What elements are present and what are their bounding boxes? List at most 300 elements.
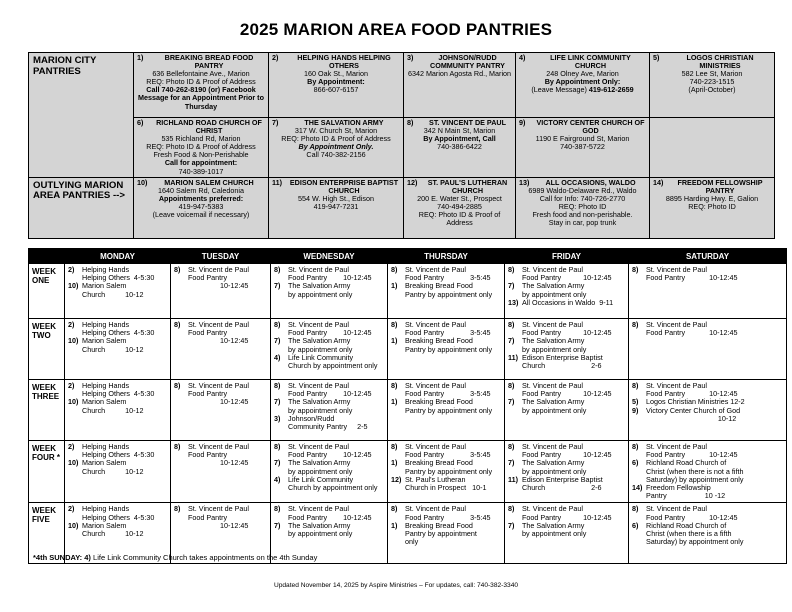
pantry-detail: By Appointment Only. [298, 142, 374, 152]
entry-number: 8) [391, 442, 398, 451]
entry-number: 10) [68, 458, 79, 468]
pantry-detail: 200 E. Water St., Prospect [417, 193, 502, 203]
pantry-name: ALL OCCASIONS, WALDO [545, 177, 636, 187]
entry-number: 8) [632, 320, 639, 329]
pantry-header [653, 54, 771, 70]
entry-number: 8) [508, 381, 515, 390]
pantry-detail: 535 Richland Rd, Marion [161, 134, 241, 144]
pantry-detail: 582 Lee St, Marion [681, 69, 743, 79]
pantry-number: 14) [653, 177, 664, 187]
pantry-phone: 419-612-2659 [588, 85, 634, 95]
entry-text: St. Vincent de Paul Food Pantry 10-12:45 [522, 381, 612, 399]
pantry-name: EDISON ENTERPRISE BAPTIST CHURCH [289, 177, 399, 195]
schedule-entry [508, 299, 626, 307]
entry-number: 6) [632, 520, 639, 530]
entry-number: 6) [632, 458, 639, 468]
entry-text: St. Vincent de Paul Food Pantry 3-5:45 [405, 381, 491, 399]
entry-text: St. Vincent de Paul Food Pantry 10-12:45 [646, 504, 738, 522]
pantry-header [272, 179, 400, 195]
entry-number: 8) [174, 381, 181, 390]
pantry-number: 9) [519, 118, 526, 127]
entry-text: The Salvation Army by appointment only [288, 336, 353, 354]
pantry-name: FREEDOM FELLOWSHIP PANTRY [677, 177, 763, 195]
pantry-name: RICHLAND ROAD CHURCH OF CHRIST [156, 118, 262, 136]
week-label: WEEK THREE [29, 380, 65, 441]
weekly-schedule [28, 248, 787, 564]
pantry-detail: 1640 Salem Rd, Caledonia [158, 185, 244, 195]
entry-text: The Salvation Army by appointment only [522, 397, 587, 415]
schedule-entry [508, 354, 626, 370]
entry-number: 11) [508, 474, 518, 484]
schedule-entry [508, 398, 626, 414]
pantry-name: BREAKING BREAD FOOD PANTRY [164, 53, 254, 71]
schedule-entry [632, 382, 784, 398]
schedule-entry [68, 459, 168, 475]
schedule-entry [391, 321, 502, 337]
entry-number: 8) [274, 442, 281, 451]
schedule-entry [68, 398, 168, 414]
pantry-name: ST. PAUL'S LUTHERAN CHURCH [427, 177, 508, 195]
pantry-cell [134, 177, 269, 238]
schedule-entry [68, 282, 168, 298]
entry-number: 8) [632, 265, 639, 274]
pantry-cell [269, 118, 404, 178]
entry-number: 8) [274, 504, 281, 514]
pantry-detail: Call for Info: 740-726-2770 [539, 193, 626, 203]
day-cell [629, 503, 787, 564]
pantry-detail: 317 W. Church St, Marion [294, 126, 378, 136]
pantry-name: LOGOS CHRISTIAN MINISTRIES [686, 53, 754, 71]
schedule-entry [391, 505, 502, 521]
schedule-entry [68, 522, 168, 538]
pantry-header [272, 54, 400, 70]
pantry-detail: 419-947-5383 [178, 201, 224, 211]
entry-text: St. Vincent de Paul Food Pantry 10-12:45 [522, 504, 612, 522]
schedule-entry [68, 505, 168, 521]
pantry-number: 1) [137, 53, 144, 62]
pantry-header [519, 54, 646, 70]
pantry-detail: 554 W. High St., Edison [298, 193, 374, 203]
pantry-cell [650, 53, 775, 118]
entry-number: 7) [274, 520, 281, 530]
day-header: WEDNESDAY [271, 249, 388, 264]
pantry-header [407, 179, 512, 195]
schedule-entry [632, 321, 784, 337]
schedule-entry [274, 321, 385, 337]
schedule-entry [274, 415, 385, 431]
pantry-detail: By Appointment: [307, 77, 365, 87]
schedule-entry [391, 382, 502, 398]
day-cell [629, 319, 787, 380]
day-cell [171, 264, 271, 319]
day-cell [505, 319, 629, 380]
pantry-detail: 1190 E Fairground St, Marion [535, 134, 630, 144]
entry-number: 1) [391, 520, 398, 530]
pantry-name: ST. VINCENT DE PAUL [429, 118, 506, 127]
schedule-entry [508, 476, 626, 492]
pantry-detail: (Leave voicemail if necessary) [152, 210, 250, 220]
schedule-entry [174, 505, 268, 530]
day-cell [271, 319, 388, 380]
pantry-detail: 740-223-1515 [689, 77, 735, 87]
entry-text: The Salvation Army by appointment only [522, 281, 587, 299]
entry-number: 11) [508, 352, 518, 362]
pantry-detail: Call for appointment: [164, 158, 238, 168]
entry-text: Richland Road Church of Christ (when there is a fifth Saturday) by appointment only [646, 520, 744, 547]
entry-text: Johnson/Rudd Community Pantry 2-5 [288, 413, 368, 432]
pantry-detail: Call 740-382-2156 [306, 150, 366, 160]
entry-number: 8) [391, 504, 398, 514]
entry-number: 9) [632, 405, 639, 415]
schedule-entry [174, 443, 268, 468]
pantry-cell [269, 177, 404, 238]
pantry-detail: Stay in car, pop trunk [548, 218, 617, 228]
entry-text: The Salvation Army by appointment only [522, 520, 587, 539]
pantry-number: 2) [272, 53, 279, 62]
pantry-detail: (April-October) [688, 85, 736, 95]
entry-number: 10) [68, 397, 79, 407]
schedule-entry [274, 443, 385, 459]
pantry-detail: REQ: Photo ID & Proof of Address [418, 210, 501, 228]
entry-number: 7) [508, 397, 515, 407]
pantry-header [519, 119, 646, 135]
entry-text: St. Vincent de Paul Food Pantry 10-12:45 [646, 265, 738, 283]
entry-text: Helping Hands Helping Others 4-5:30 [82, 320, 155, 338]
schedule-entry [391, 282, 502, 298]
schedule-entry [174, 382, 268, 407]
entry-text: Victory Center Church of God 10-12 [646, 405, 741, 423]
entry-text: Richland Road Church of Christ (when there is not a fifth Saturday) by appointment only [646, 458, 744, 484]
pantry-cell [404, 177, 516, 238]
schedule-entry [391, 266, 502, 282]
entry-text: St. Vincent de Paul Food Pantry 3-5:45 [405, 504, 491, 522]
entry-text: The Salvation Army by appointment only [522, 336, 587, 354]
entry-text: St. Vincent de Paul Food Pantry 10-12:45 [188, 504, 250, 530]
entry-text: St. Vincent de Paul Food Pantry 3-5:45 [405, 265, 491, 283]
day-cell [171, 319, 271, 380]
schedule-entry [632, 522, 784, 547]
entry-text: St. Vincent de Paul Food Pantry 3-5:45 [405, 320, 491, 338]
pantry-name: HELPING HANDS HELPING OTHERS [297, 53, 391, 71]
day-cell [505, 503, 629, 564]
schedule-entry [508, 266, 626, 282]
entry-text: Breaking Bread Food Pantry by appointment only [405, 336, 493, 354]
pantry-detail: 6342 Marion Agosta Rd., Marion [407, 69, 512, 79]
schedule-entry [274, 476, 385, 492]
pantry-detail: REQ: Photo ID & Proof of Address [281, 134, 391, 144]
week-label: WEEK FOUR * [29, 441, 65, 503]
entry-number: 8) [632, 381, 639, 390]
entry-text: St. Vincent de Paul Food Pantry 10-12:45 [288, 442, 372, 460]
pantry-cell [404, 53, 516, 118]
entry-number: 8) [391, 381, 398, 390]
page-title: 2025 MARION AREA FOOD PANTRIES [239, 20, 553, 39]
entry-text: All Occasions in Waldo 9-11 [522, 297, 614, 307]
day-header: MONDAY [65, 249, 171, 264]
schedule-entry [391, 476, 502, 492]
entry-text: Breaking Bread Food Pantry by appointment only [405, 397, 493, 415]
entry-text: Edison Enterprise Baptist Church 2-6 [522, 474, 603, 493]
schedule-entry [391, 337, 502, 353]
schedule-entry [274, 337, 385, 353]
entry-text: Helping Hands Helping Others 4-5:30 [82, 265, 155, 283]
entry-text: Life Link Community Church by appointment only [288, 474, 378, 493]
entry-text: Freedom Fellowship Pantry 10 -12 [646, 483, 726, 501]
pantry-header [407, 54, 512, 70]
pantry-detail-plain: (Leave Message) [531, 85, 589, 95]
entry-text: Logos Christian Ministries 12-2 [646, 397, 745, 407]
entry-text: St. Vincent de Paul Food Pantry 10-12:45 [646, 442, 738, 460]
entry-number: 1) [391, 397, 398, 407]
entry-text: St. Vincent de Paul Food Pantry 10-12:45 [646, 381, 738, 399]
schedule-entry [632, 505, 784, 521]
entry-text: Helping Hands Helping Others 4-5:30 [82, 442, 155, 460]
day-cell [171, 380, 271, 441]
entry-text: Breaking Bread Food Pantry by appointment only [405, 520, 477, 547]
entry-text: St. Vincent de Paul Food Pantry 10-12:45 [188, 442, 250, 468]
entry-number: 8) [174, 265, 181, 274]
entry-text: Marion Salem Church 10-12 [82, 520, 144, 539]
pantry-detail: 6989 Waldo-Delaware Rd., Waldo [528, 185, 637, 195]
section-marion-city: MARION CITY PANTRIES [29, 53, 134, 178]
schedule-entry [274, 266, 385, 282]
day-cell [505, 441, 629, 503]
pantry-detail [519, 86, 646, 94]
fourth-sunday-text: Life Link Community Church takes appointments on the 4th Sunday [90, 553, 318, 562]
pantry-number: 12) [407, 177, 418, 187]
pantry-detail: By Appointment, Call [423, 134, 496, 144]
day-header: SATURDAY [629, 249, 787, 264]
pantry-cell [404, 118, 516, 178]
schedule-entry [508, 505, 626, 521]
schedule-entry [274, 522, 385, 538]
entry-text: St. Vincent de Paul Food Pantry 10-12:45 [188, 265, 250, 291]
entry-number: 8) [632, 442, 639, 451]
entry-number: 8) [508, 442, 515, 451]
entry-number: 2) [68, 320, 75, 329]
entry-number: 8) [174, 320, 181, 329]
entry-text: The Salvation Army by appointment only [288, 281, 353, 299]
pantry-cell [516, 118, 650, 178]
entry-number: 8) [508, 504, 515, 514]
entry-text: Marion Salem Church 10-12 [82, 458, 144, 476]
pantry-detail: 8895 Harding Hwy. E, Galion [665, 193, 759, 203]
entry-text: Helping Hands Helping Others 4-5:30 [82, 504, 155, 522]
entry-number: 1) [391, 281, 398, 291]
entry-text: Breaking Bread Food Pantry by appointment only [405, 281, 493, 299]
updated-note: Updated November 14, 2025 by Aspire Ministries – For updates, call: 740-382-3340 [273, 582, 519, 589]
entry-number: 2) [68, 381, 75, 390]
day-cell [65, 441, 171, 503]
schedule-entry [274, 398, 385, 414]
day-cell [629, 441, 787, 503]
pantry-name: VICTORY CENTER CHURCH OF GOD [536, 118, 645, 136]
pantry-detail: 342 N Main St, Marion [423, 126, 496, 136]
schedule-entry [508, 382, 626, 398]
schedule-entry [274, 382, 385, 398]
week-row [29, 380, 787, 441]
schedule-entry [68, 443, 168, 459]
entry-number: 8) [508, 265, 515, 274]
pantry-detail: 740-386-6422 [437, 142, 482, 152]
entry-text: St. Vincent de Paul Food Pantry 10-12:45 [288, 265, 372, 283]
day-cell [388, 264, 505, 319]
schedule-entry [508, 337, 626, 353]
day-cell [65, 319, 171, 380]
pantry-number: 11) [272, 177, 282, 187]
schedule-entry [508, 522, 626, 538]
entry-number: 14) [632, 483, 643, 493]
entry-text: St. Vincent de Paul Food Pantry 3-5:45 [405, 442, 491, 460]
pantry-detail: 636 Bellefontaine Ave., Marion [152, 69, 250, 79]
entry-number: 8) [274, 320, 281, 329]
pantry-number: 8) [407, 118, 414, 127]
pantry-detail: 160 Oak St., Marion [304, 69, 368, 79]
day-cell [388, 319, 505, 380]
schedule-entry [274, 505, 385, 521]
entry-number: 7) [508, 336, 515, 346]
day-cell [171, 441, 271, 503]
pantry-detail: Call 740-262-8190 (or) Facebook Message for an Appointment Prior to Thursday [138, 85, 264, 111]
schedule-entry [391, 398, 502, 414]
day-cell [271, 441, 388, 503]
pantry-detail: 740-389-1017 [178, 166, 224, 176]
week-label: WEEK TWO [29, 319, 65, 380]
pantry-number: 3) [407, 53, 414, 62]
pantry-number: 4) [519, 53, 526, 62]
entry-number: 8) [274, 381, 281, 390]
entry-number: 10) [68, 281, 79, 291]
schedule-entry [391, 459, 502, 475]
schedule-entry [68, 337, 168, 353]
pantry-detail: 740-387-5722 [560, 142, 605, 152]
entry-number: 7) [274, 336, 281, 346]
entry-number: 7) [508, 458, 515, 468]
schedule-entry [274, 354, 385, 370]
entry-number: 7) [508, 520, 515, 530]
entry-number: 8) [508, 320, 515, 329]
pantry-number: 7) [272, 118, 279, 127]
entry-number: 3) [274, 413, 281, 423]
entry-number: 8) [391, 265, 398, 274]
pantry-cell [134, 118, 269, 178]
pantry-detail: 419-947-7231 [313, 201, 359, 211]
day-cell [505, 380, 629, 441]
schedule-entry [174, 266, 268, 291]
schedule-entry [632, 266, 784, 282]
entry-text: St. Vincent de Paul Food Pantry 10-12:45 [288, 504, 372, 522]
schedule-entry [508, 443, 626, 459]
day-header: THURSDAY [388, 249, 505, 264]
schedule-entry [508, 321, 626, 337]
entry-number: 4) [274, 474, 281, 484]
entry-text: St. Vincent de Paul Food Pantry 10-12:45 [522, 442, 612, 460]
pantry-detail: 866-607-6157 [313, 85, 359, 95]
entry-text: Edison Enterprise Baptist Church 2-6 [522, 352, 603, 371]
entry-number: 8) [174, 442, 181, 451]
section-outlying: OUTLYING MARION AREA PANTRIES --> [29, 177, 134, 238]
entry-number: 5) [632, 397, 639, 407]
entry-text: Marion Salem Church 10-12 [82, 281, 144, 299]
week-row [29, 264, 787, 319]
entry-number: 2) [68, 442, 75, 451]
pantry-cell [134, 53, 269, 118]
entry-number: 4) [274, 352, 281, 362]
day-cell [629, 264, 787, 319]
pantry-name: JOHNSON/RUDD COMMUNITY PANTRY [430, 53, 505, 71]
day-header: FRIDAY [505, 249, 629, 264]
fourth-sunday-note [33, 553, 317, 562]
pantry-name: THE SALVATION ARMY [304, 118, 384, 127]
entry-text: St. Vincent de Paul Food Pantry 10-12:45 [522, 265, 612, 283]
week-row [29, 319, 787, 380]
entry-number: 7) [274, 397, 281, 407]
entry-text: Life Link Community Church by appointment only [288, 352, 378, 371]
pantry-number: 10) [137, 177, 148, 187]
schedule-entry [508, 282, 626, 298]
pantry-detail: 740-494-2885 [437, 201, 482, 211]
schedule-entry [391, 443, 502, 459]
day-cell [388, 441, 505, 503]
entry-number: 8) [391, 320, 398, 329]
pantry-number: 6) [137, 118, 144, 127]
schedule-entry [274, 282, 385, 298]
day-cell [505, 264, 629, 319]
schedule-entry [68, 266, 168, 282]
entry-number: 2) [68, 265, 75, 274]
schedule-entry [632, 443, 784, 459]
day-cell [629, 380, 787, 441]
pantry-cell [269, 53, 404, 118]
entry-text: St. Vincent de Paul Food Pantry 10-12:45 [188, 320, 250, 346]
pantry-detail: REQ: Photo ID [688, 201, 736, 211]
day-cell [271, 264, 388, 319]
schedule-entry [508, 459, 626, 475]
pantry-detail: REQ: Photo ID & Proof of Address [146, 142, 256, 152]
entry-text: St. Vincent de Paul Food Pantry 10-12:45 [288, 381, 372, 399]
entry-number: 8) [174, 504, 181, 514]
entry-text: St. Vincent de Paul Food Pantry 10-12:45 [288, 320, 372, 338]
entry-number: 1) [391, 336, 398, 346]
entry-text: Helping Hands Helping Others 4-5:30 [82, 381, 155, 399]
pantry-header [137, 119, 265, 135]
pantry-cell [516, 53, 650, 118]
entry-text: St. Paul's Lutheran Church in Prospect 10-1 [405, 474, 487, 493]
entry-text: St. Vincent de Paul Food Pantry 10-12:45 [188, 381, 250, 407]
pantry-number: 13) [519, 177, 530, 187]
schedule-entry [174, 321, 268, 346]
pantry-detail: REQ: Photo ID & Proof of Address [146, 77, 256, 87]
entry-text: St. Vincent de Paul Food Pantry 10-12:45 [522, 320, 612, 338]
entry-number: 1) [391, 458, 398, 468]
schedule-entry [68, 321, 168, 337]
day-cell [65, 264, 171, 319]
pantry-number: 5) [653, 53, 660, 62]
pantry-detail: Appointments preferred: [158, 193, 244, 203]
pantry-directory [28, 52, 775, 239]
day-cell [388, 380, 505, 441]
blank-cell [650, 118, 775, 178]
day-cell [271, 380, 388, 441]
entry-number: 7) [274, 281, 281, 291]
entry-number: 7) [274, 458, 281, 468]
week-row [29, 441, 787, 503]
entry-text: Marion Salem Church 10-12 [82, 336, 144, 354]
entry-text: The Salvation Army by appointment only [288, 397, 353, 415]
week-label: WEEK ONE [29, 264, 65, 319]
entry-number: 8) [632, 504, 639, 514]
pantry-detail: REQ: Photo ID [558, 201, 607, 211]
